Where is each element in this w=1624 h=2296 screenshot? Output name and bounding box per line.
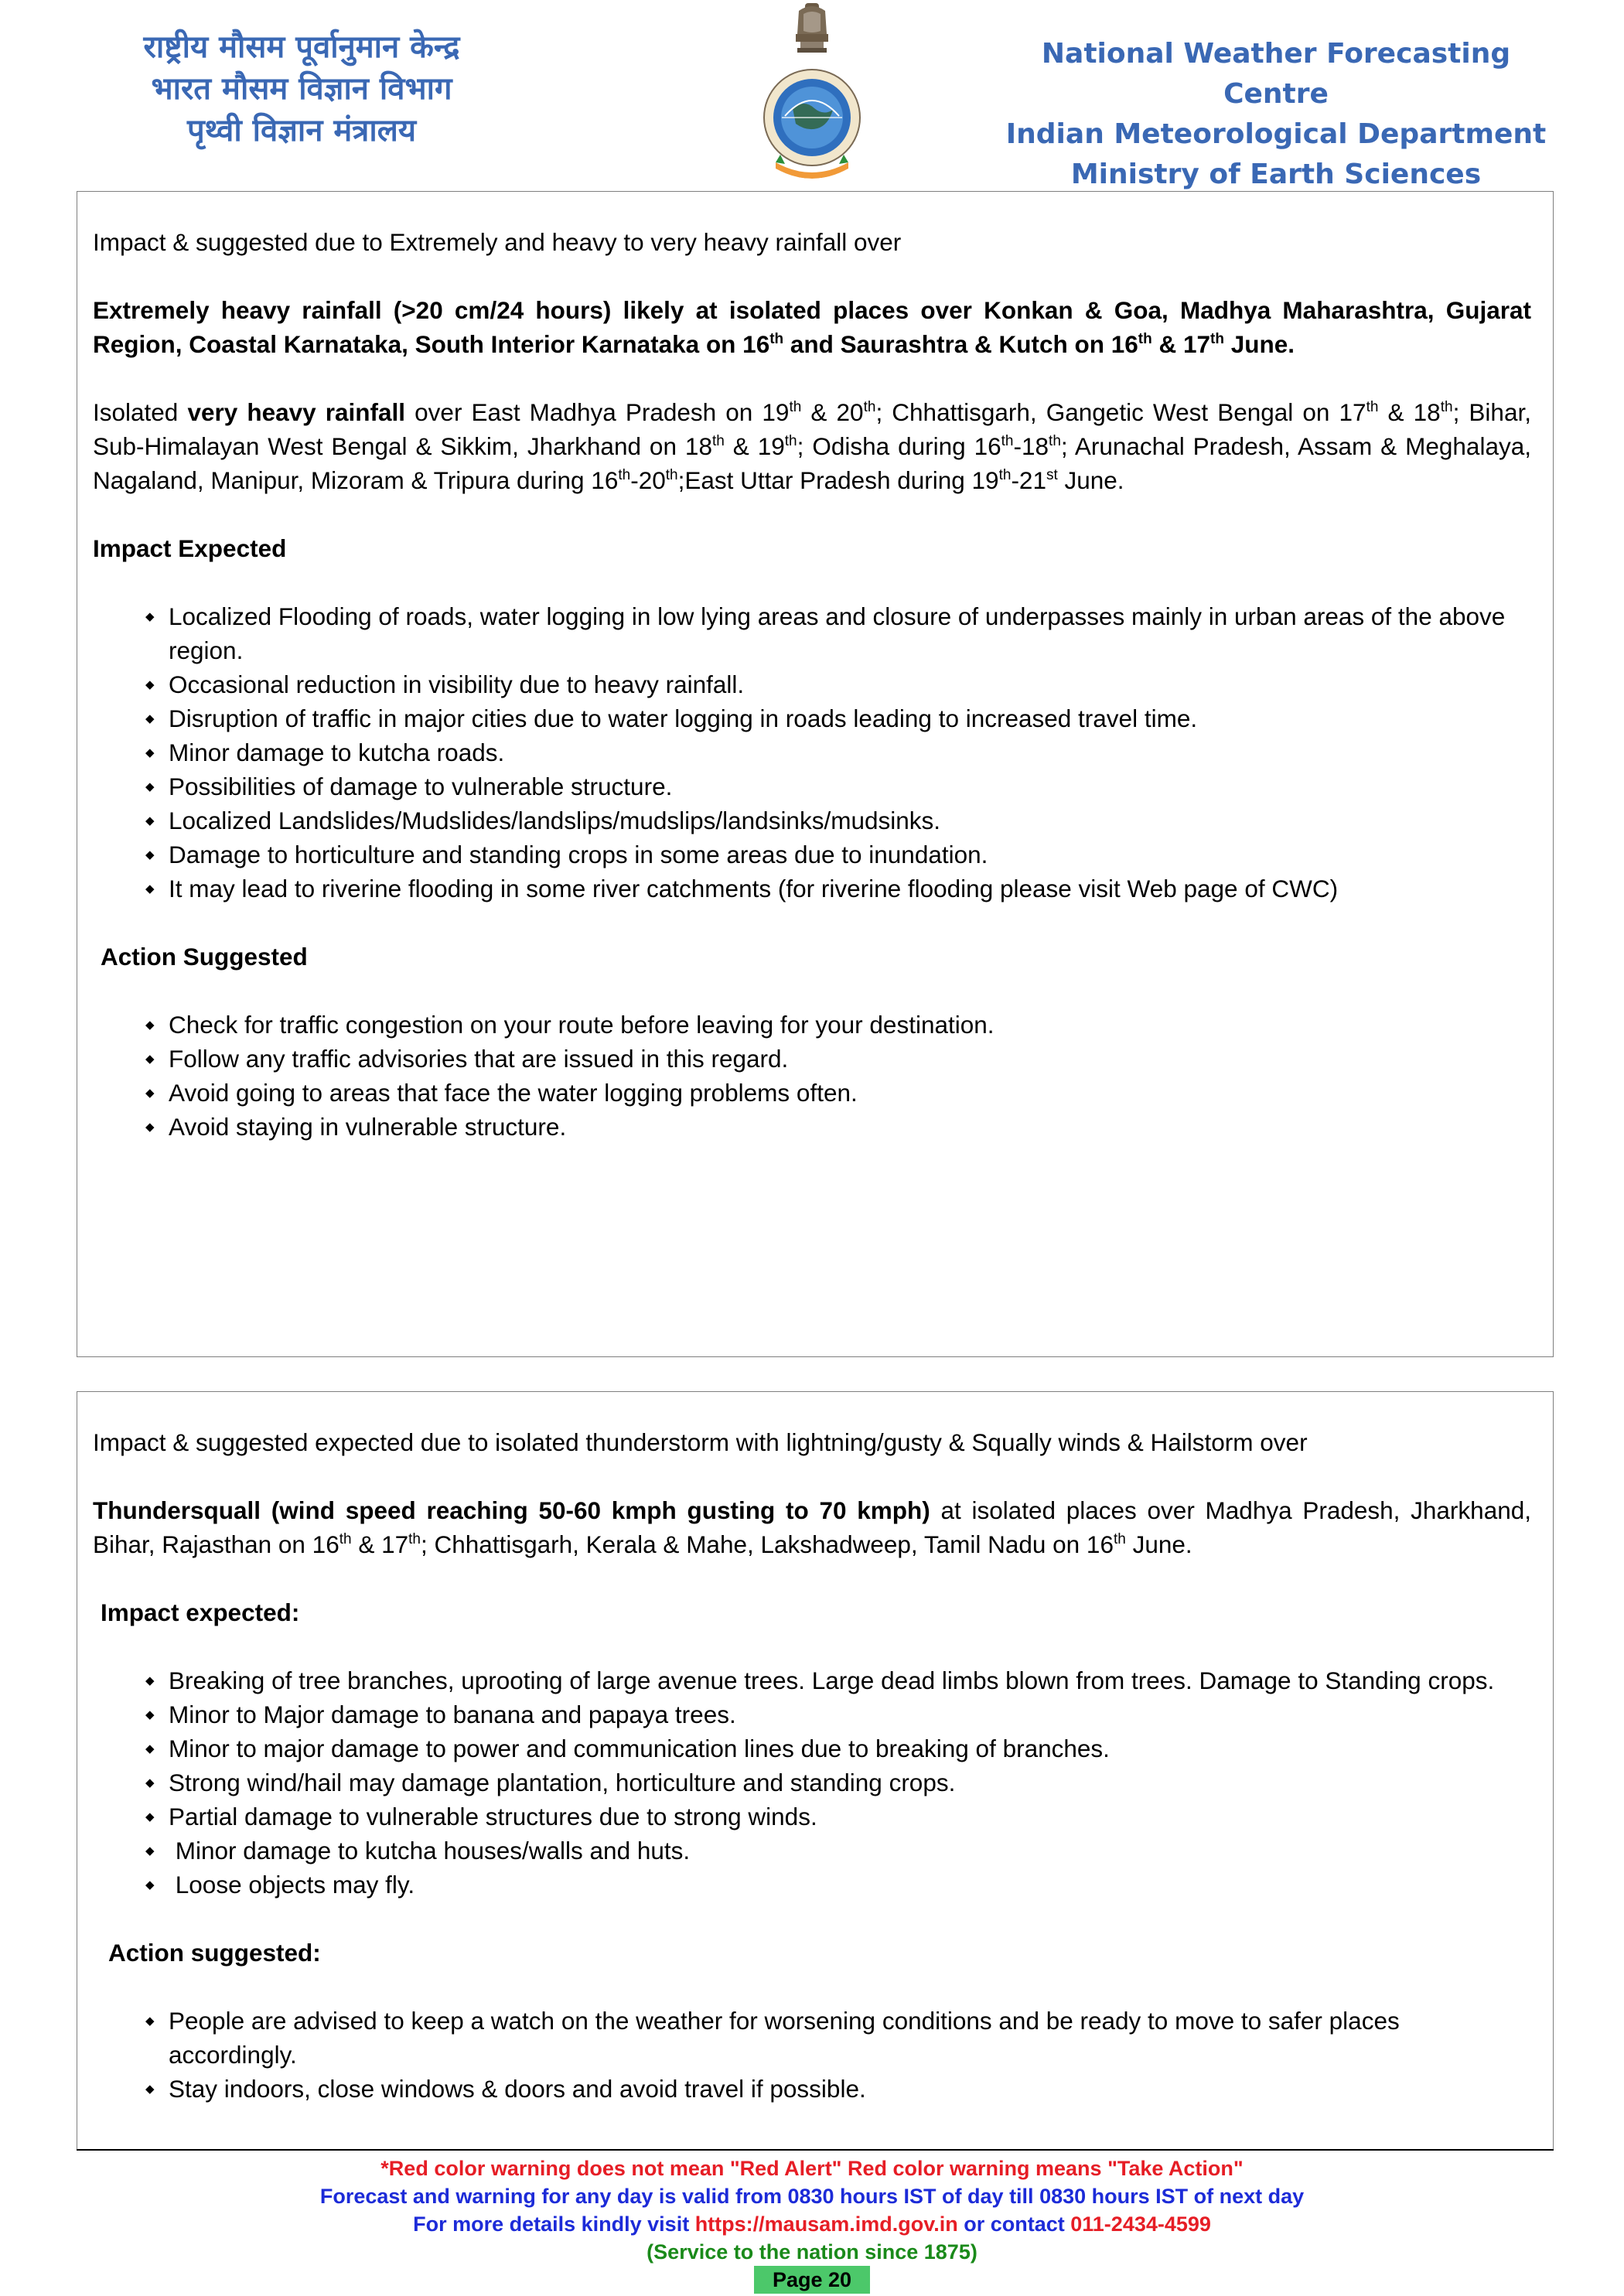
english-line: Ministry of Earth Sciences: [1070, 159, 1482, 190]
text-run: June.: [1057, 466, 1124, 494]
text-run: June.: [1125, 1530, 1192, 1558]
contact-prefix: For more details kindly visit: [413, 2212, 695, 2236]
list-item: ◆ Loose objects may fly.: [169, 1868, 1531, 1902]
list-item: ◆ Damage to horticulture and standing crops in some areas due to inundation.: [169, 838, 1531, 872]
thunderstorm-content: [93, 1425, 1531, 2106]
footer-divider: [77, 2149, 1554, 2151]
hindi-line: पृथ्वी विज्ञान मंत्रालय: [186, 113, 417, 148]
text-run: ; Odisha during 16: [797, 432, 1001, 460]
ordinal-suffix: th: [863, 399, 876, 415]
hindi-line: राष्ट्रीय मौसम पूर्वानुमान केन्द्र: [143, 29, 460, 65]
text-run: & 17: [1151, 330, 1210, 358]
list-item: ◆ Minor to Major damage to banana and papaya trees.: [169, 1697, 1531, 1731]
list-item: ◆ Minor damage to kutcha roads.: [169, 735, 1531, 769]
impact-list: [93, 599, 1531, 906]
ordinal-suffix: th: [784, 433, 797, 449]
ordinal-suffix: th: [1366, 399, 1379, 415]
action-heading: Action suggested:: [108, 1939, 321, 1967]
page-number-row: [0, 2266, 1624, 2294]
rainfall-impact-box: [77, 191, 1554, 1357]
list-item: ◆ Check for traffic congestion on your route before leaving for your destination.: [169, 1008, 1531, 1042]
ordinal-suffix: st: [1046, 467, 1058, 483]
english-line: Indian Meteorological Department: [1005, 118, 1547, 150]
list-item: ◆ It may lead to riverine flooding in some river catchments (for riverine flooding please visit Web page of CWC): [169, 872, 1531, 906]
extreme-rainfall-statement: [93, 293, 1531, 361]
text-run: at isolated places over Madhya Pradesh, Jharkhand, Bihar, Rajasthan on 16: [93, 1496, 1532, 1558]
list-item: ◆ Breaking of tree branches, uprooting of large avenue trees. Large dead limbs blown from trees. Damage to Standing crops.: [169, 1663, 1531, 1697]
thunderstorm-intro: Impact & suggested expected due to isolated thunderstorm with lightning/gusty & Squally winds & Hailstorm over: [93, 1428, 1308, 1456]
ordinal-suffix: th: [769, 331, 784, 347]
ordinal-suffix: th: [408, 1531, 421, 1547]
ordinal-suffix: th: [1049, 433, 1061, 449]
list-item: ◆ Avoid staying in vulnerable structure.: [169, 1110, 1531, 1144]
text-run: over East Madhya Pradesh on 19: [405, 398, 790, 426]
hindi-title: [85, 26, 518, 152]
text-run: -18: [1013, 432, 1049, 460]
list-item: ◆ Minor to major damage to power and communication lines due to breaking of branches.: [169, 1731, 1531, 1765]
action-heading: Action Suggested: [101, 943, 308, 971]
ordinal-suffix: th: [665, 467, 678, 483]
text-run: & 17: [351, 1530, 409, 1558]
english-line: National Weather Forecasting Centre: [1041, 38, 1511, 110]
red-warning-note: *Red color warning does not mean "Red Alert" Red color warning means "Take Action": [380, 2157, 1244, 2180]
ordinal-suffix: th: [1113, 1531, 1126, 1547]
ordinal-suffix: th: [618, 467, 631, 483]
ordinal-suffix: th: [1210, 331, 1224, 347]
thunderstorm-impact-box: [77, 1391, 1554, 2150]
thundersquall-statement: [93, 1493, 1531, 1561]
contact-mid: or contact: [957, 2212, 1071, 2236]
list-item: ◆ People are advised to keep a watch on the weather for worsening conditions and be ready to move to safer places accordingly.: [169, 2004, 1531, 2072]
text-run: ;East Uttar Pradesh during 19: [677, 466, 999, 494]
impact-heading: Impact expected:: [101, 1598, 300, 1626]
list-item: ◆ Partial damage to vulnerable structures due to strong winds.: [169, 1800, 1531, 1834]
ordinal-suffix: th: [1001, 433, 1014, 449]
text-run: ; Bihar, Sub-Himalayan West Bengal & Sikkim, Jharkhand on 18: [93, 398, 1531, 460]
text-run: ; Arunachal Pradesh, Assam & Meghalaya, Nagaland, Manipur, Mizoram & Tripura during 16: [93, 432, 1531, 494]
list-item: ◆ Stay indoors, close windows & doors and avoid travel if possible.: [169, 2072, 1531, 2106]
list-item: ◆ Follow any traffic advisories that are issued in this regard.: [169, 1042, 1531, 1076]
contact-line: [0, 2210, 1624, 2238]
text-run: Isolated: [93, 398, 188, 426]
page-footer: [0, 2154, 1624, 2294]
action-list: [93, 1008, 1531, 1144]
english-title: [998, 34, 1554, 195]
very-heavy-rainfall-statement: [93, 395, 1531, 497]
ordinal-suffix: th: [998, 467, 1012, 483]
text-run: & 19: [724, 432, 785, 460]
text-run: & 20: [801, 398, 864, 426]
bold-run: Thundersquall (wind speed reaching 50-60 kmph gusting to 70 kmph): [93, 1496, 930, 1524]
text-run: -21: [1011, 466, 1046, 494]
text-run: ; Chhattisgarh, Gangetic West Bengal on 17: [875, 398, 1366, 426]
list-item: ◆ Localized Landslides/Mudslides/landslips/mudslips/landsinks/mudsinks.: [169, 803, 1531, 838]
ordinal-suffix: th: [711, 433, 725, 449]
list-item: ◆ Occasional reduction in visibility due to heavy rainfall.: [169, 667, 1531, 701]
text-run: -20: [630, 466, 666, 494]
rainfall-content: [93, 225, 1531, 1144]
ordinal-suffix: th: [1440, 399, 1453, 415]
validity-note: Forecast and warning for any day is valid from 0830 hours IST of day till 0830 hours IST of next day: [319, 2185, 1305, 2208]
imd-emblem-icon: [762, 0, 862, 184]
text-run: Extremely heavy rainfall (>20 cm/24 hours) likely at isolated places over Konkan & Goa, Madhya Maharashtra, Gujarat Region, Coastal Karnataka, South Interior Karnataka on 16: [93, 296, 1531, 358]
page-number-badge: Page 20: [754, 2266, 870, 2294]
list-item: ◆ Minor damage to kutcha houses/walls and huts.: [169, 1834, 1531, 1868]
hindi-line: भारत मौसम विज्ञान विभाग: [151, 71, 452, 107]
impact-heading: Impact Expected: [93, 534, 287, 562]
list-item: ◆ Localized Flooding of roads, water logging in low lying areas and closure of underpasses mainly in urban areas of the above region.: [169, 599, 1531, 667]
text-run: June.: [1223, 330, 1295, 358]
ordinal-suffix: th: [789, 399, 802, 415]
ordinal-suffix: th: [339, 1531, 352, 1547]
list-item: ◆ Strong wind/hail may damage plantation, horticulture and standing crops.: [169, 1765, 1531, 1800]
text-run: ; Chhattisgarh, Kerala & Mahe, Lakshadweep, Tamil Nadu on 16: [421, 1530, 1114, 1558]
list-item: ◆ Disruption of traffic in major cities due to water logging in roads leading to increased travel time.: [169, 701, 1531, 735]
action-list: [93, 2004, 1531, 2106]
service-note: (Service to the nation since 1875): [647, 2240, 977, 2264]
page-header: [0, 0, 1624, 190]
impact-list: [93, 1663, 1531, 1902]
rainfall-intro: Impact & suggested due to Extremely and heavy to very heavy rainfall over: [93, 228, 902, 256]
list-item: ◆ Possibilities of damage to vulnerable structure.: [169, 769, 1531, 803]
text-run: and Saurashtra & Kutch on 16: [783, 330, 1138, 358]
text-run: & 18: [1378, 398, 1441, 426]
list-item: ◆ Avoid going to areas that face the water logging problems often.: [169, 1076, 1531, 1110]
bold-run: very heavy rainfall: [187, 398, 406, 426]
phone-number: 011-2434-4599: [1070, 2212, 1211, 2236]
ordinal-suffix: th: [1138, 331, 1152, 347]
website-link[interactable]: https://mausam.imd.gov.in: [694, 2212, 958, 2236]
